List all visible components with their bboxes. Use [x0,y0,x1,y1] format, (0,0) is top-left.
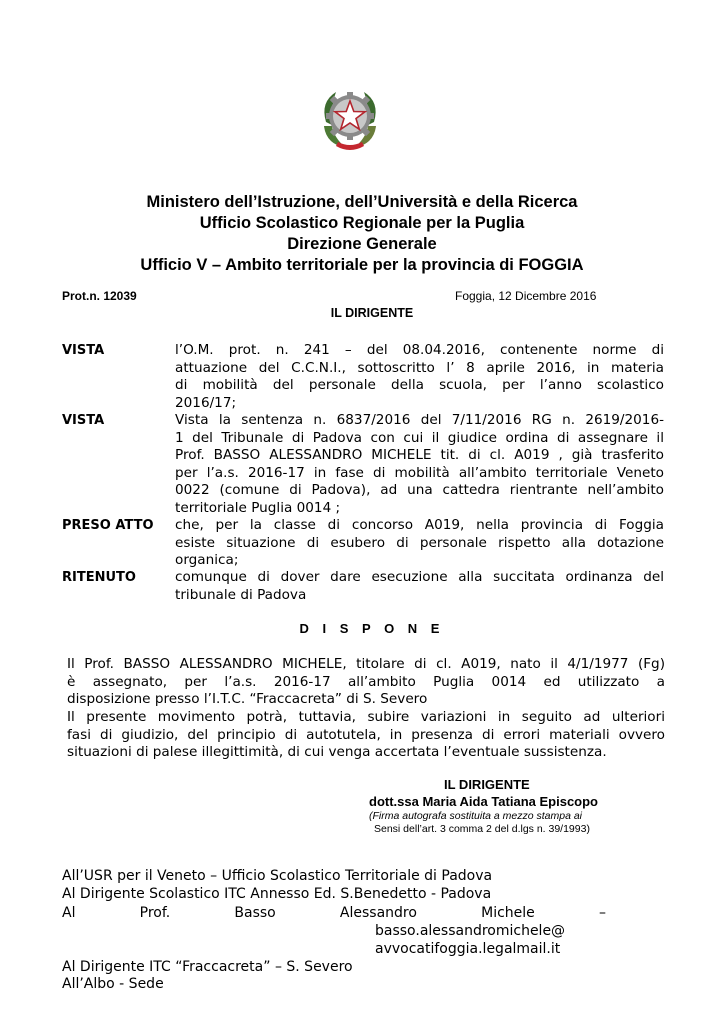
heading-line-2: Ufficio Scolastico Regionale per la Puglia [199,214,525,232]
heading-line-4: Ufficio V – Ambito territoriale per la provincia di FOGGIA [140,256,584,274]
clause-line: l’O.M. prot. n. 241 – del 08.04.2016, contenente norme di [175,342,664,358]
recipient-line: Al Dirigente Scolastico ITC Annesso Ed. S.Benedetto - Padova [62,886,492,902]
clause-line: comunque di dover dare esecuzione alla succitata ordinanza del [175,569,664,585]
paragraph-line: disposizione presso l’I.T.C. “Fraccacreta” di S. Severo [67,691,428,708]
clause-line: per l’a.s. 2016-17 in fase di mobilità all’ambito territoriale Veneto [175,464,664,481]
clause-line: Prof. BASSO ALESSANDRO MICHELE tit. di cl. A019 , già trasferito [175,447,664,463]
recipient-line-spread [62,905,606,921]
recipient-line: Al Dirigente ITC “Fraccacreta” – S. Severo [62,959,353,975]
recipient-line: All’USR per il Veneto – Ufficio Scolastico Territoriale di Padova [62,868,493,884]
clause-preso-atto [62,517,674,571]
recipient-line: All’Albo - Sede [62,976,164,992]
clause-text [175,412,664,517]
recipient-email: basso.alessandromichele@ [375,923,566,939]
dispone-heading: D I S P O N E [299,621,445,636]
heading-line-3: Direzione Generale [287,235,437,253]
signature-note: (Firma autografa sostituita a mezzo stampa ai [369,810,583,822]
clause-line: tribunale di Padova [175,586,307,603]
paragraph-line: Il presente movimento potrà, tuttavia, subire variazioni in seguito ad ulteriori [67,709,665,725]
dispositive-paragraph-2 [67,709,665,762]
clause-ritenuto [62,569,674,605]
recipient-word: Basso [234,905,276,921]
recipient-word: Prof. [139,905,171,921]
clause-line: attuazione del C.C.N.I., sottoscritto l’ 8 aprile 2016, in materia [175,359,664,376]
clause-label: VISTA [62,343,105,358]
italian-republic-emblem-icon [316,82,384,154]
paragraph-line: Il Prof. BASSO ALESSANDRO MICHELE, titolare di cl. A019, nato il 4/1/1977 (Fg) [67,656,665,672]
paragraph-line: è assegnato, per l’a.s. 2016-17 all’ambito Puglia 0014 ed utilizzato a [67,673,665,690]
clause-text [175,517,664,570]
clause-line: di mobilità del personale della scuola, per l’anno scolastico [175,377,664,393]
clause-text [175,342,664,412]
recipient-email: avvocatifoggia.legalmail.it [375,941,561,957]
clause-line: organica; [175,552,239,568]
clause-line: che, per la classe di concorso A019, nella provincia di Foggia [175,517,664,533]
signature-note: Sensi dell’art. 3 comma 2 del d.lgs n. 39/1993) [374,823,590,835]
signature-role: IL DIRIGENTE [444,777,530,792]
clause-label: VISTA [62,413,105,428]
recipient-word: Michele [481,905,535,921]
clause-label: RITENUTO [62,570,136,585]
clause-line: territoriale Puglia 0014 ; [175,499,341,516]
clause-line: 1 del Tribunale di Padova con cui il giudice ordina di assegnare il [175,429,664,446]
clause-text [175,569,664,604]
paragraph-line: fasi di giudizio, del principio di autotutela, in presenza di errori materiali ovvero [67,726,665,743]
document-title: IL DIRIGENTE [330,306,414,320]
signature-name: dott.ssa Maria Aida Tatiana Episcopo [369,794,598,809]
clause-label: PRESO ATTO [62,518,154,533]
clause-line: Vista la sentenza n. 6837/2016 del 7/11/2016 RG n. 2619/2016- [175,412,664,428]
protocol-number: Prot.n. 12039 [62,289,137,303]
dispositive-paragraph-1 [67,656,665,709]
clause-line: 2016/17; [175,394,237,411]
ministry-heading [0,192,724,276]
clause-vista-1 [62,342,674,414]
place-date: Foggia, 12 Dicembre 2016 [455,289,597,303]
recipient-word: Al [62,905,76,921]
heading-line-1: Ministero dell’Istruzione, dell’Università e della Ricerca [146,193,578,211]
clause-line: 0022 (comune di Padova), ad una cattedra rientrante nell’ambito [175,482,664,498]
clause-vista-2 [62,412,674,518]
clause-line: esiste situazione di esubero di personale rispetto alla dotazione [175,534,664,551]
recipient-word: Alessandro [339,905,417,921]
recipient-word: – [598,905,606,921]
paragraph-line: situazioni di palese illegittimità, di cui venga accertata l’eventuale sussistenza. [67,744,607,761]
